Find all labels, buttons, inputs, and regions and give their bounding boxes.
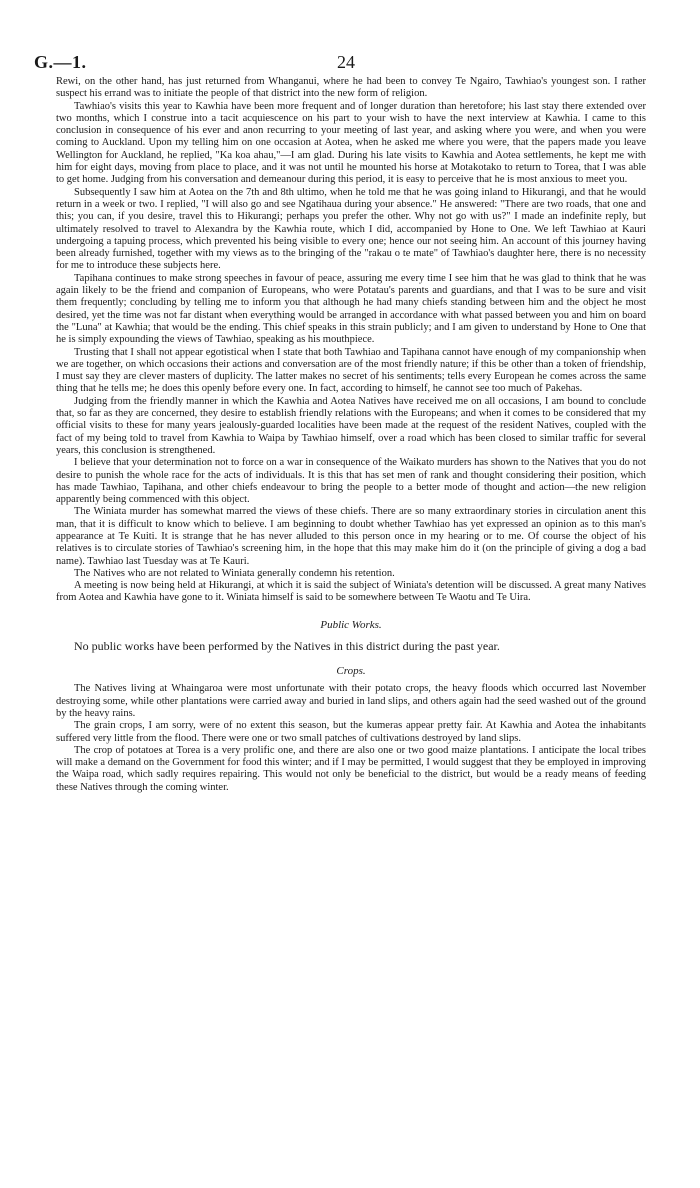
crops-paragraph: The Natives living at Whaingaroa were most unfortunate with their potato crops, the heavy floods which occurred last November destroying some, while other plantations were carried away and buried in land slips, and others again had the seed washed out of the ground by the heavy rains. [56,683,646,719]
body-text [56,76,646,794]
paragraph: Tawhiao's visits this year to Kawhia have been more frequent and of longer duration than heretofore; his last stay there extended over two months, which I construe into a tacit acquiescence on his part to your wish to have the next interview at Kawhia. I came to this conclusion in consequence of his ever and anon recurring to your meeting of last year, and asking where you were, and when you were coming to Auckland. Upon my telling him on one occasion at Aotea, when he asked me where you were, that the papers made you leave Wellington for Auckland, he replied, "Ka koa ahau,"—I am glad. During his late visits to Kawhia and Aotea settlements, he kept me with him for eight days, moving from place to place, and it was not until he mounted his horse at Motakotako to return to Torea, that I was able to get home. Judging from his conversation and demeanour during this period, it is easy to perceive that he is most anxious to meet you. [56,100,646,186]
page-reference: G.—1. [34,52,87,72]
paragraph: The Winiata murder has somewhat marred the views of these chiefs. There are so many extraordinary stories in circulation anent this man, that it is difficult to know which to believe. I am beginning to doubt whether Tawhiao has yet expressed an opinion as to this man's appearance at Te Kuiti. It is strange that he has never alluded to this person once in my hearing or to me. Of course the object of his relatives is to circulate stories of Tawhiao's screening him, in the hope that this may make him do it (on the principle of giving a dog a bad name). Tawhiao last Tuesday was at Te Kauri. [56,506,646,567]
paragraph: The Natives who are not related to Winiata generally condemn his retention. [74,567,395,579]
page-number: 24 [337,52,355,72]
paragraph: I believe that your determination not to force on a war in consequence of the Waikato murders has shown to the Natives that you do not desire to punish the whole race for the acts of individuals. It is this that has set men of rank and thought considering their position, which has made Tawhiao, Tapihana, and other chiefs endeavour to bring the people to a better mode of thought and action—the new religion apparently being commenced with this object. [56,457,646,506]
section-heading-public-works: Public Works. [320,618,382,631]
paragraph: Subsequently I saw him at Aotea on the 7th and 8th ultimo, when he told me that he was going inland to Hikurangi, and that he would return in a week or two. I replied, "I will also go and see Ngatihaua during your absence." He answered: "There are two roads, that one and this; you can, if you desire, travel this to Hikurangi; perhaps you prefer the other. Why not go with us?" I made an indefinite reply, but ultimately resolved to travel to Alexandra by the Kawhia route, which I did, accompanied by Hone to One. We left Tawhiao at Kauri undergoing a tapuing process, which prevented his being visible to every one; hence our not seeing him. An account of this journey having been already furnished, together with my views as to the bringing of the "rakau o te mate" of Tawhiao's daughter here, there is no necessity for me to introduce these subjects here. [56,186,646,272]
paragraph: Judging from the friendly manner in which the Kawhia and Aotea Natives have received me on all occasions, I am bound to conclude that, so far as they are concerned, they desire to establish friendly relations with the Europeans; and when it comes to be considered that my official visits to these for many years jealously-guarded localities have been made at the request of the resident Natives, coupled with the fact of my being told to travel from Kawhia to Waipa by Tawhiao himself, over a road which has been closed to similar traffic for several years, this conclusion is strengthened. [56,395,646,456]
crops-paragraph: The grain crops, I am sorry, were of no extent this season, but the kumeras appear pretty fair. At Kawhia and Aotea the inhabitants suffered very little from the flood. There were one or two small patches of cultivations destroyed by land slips. [56,720,646,744]
public-works-text: No public works have been performed by the Natives in this district during the past year. [74,639,500,654]
paragraph: Rewi, on the other hand, has just returned from Whanganui, where he had been to convey Te Ngairo, Tawhiao's youngest son. I rather suspect his errand was to initiate the people of that district into the new form of religion. [56,76,646,100]
paragraph: Tapihana continues to make strong speeches in favour of peace, assuring me every time I see him that he was glad to think that he was again likely to be the friend and companion of Europeans, who were Potatau's parents and guardians, and that I was to be sure and visit them frequently; concluding by telling me to inform you that although he had many chiefs standing between him and the object he most desired, yet the time was not far distant when everything would be arranged in accordance with what passed between you and him on board the "Luna" at Kawhia; that would be the ending. This chief speaks in this strain publicly; and I am given to understand by Hone to One that he is simply expounding the views of Tawhiao, speaking as his mouthpiece. [56,272,646,346]
paragraph: A meeting is now being held at Hikurangi, at which it is said the subject of Winiata's detention will be discussed. A great many Natives from Aotea and Kawhia have gone to it. Winiata himself is said to be somewhere between Te Waotu and Te Uira. [56,580,646,604]
crops-paragraph: The crop of potatoes at Torea is a very prolific one, and there are also one or two good maize plantations. I anticipate the local tribes will make a demand on the Government for food this winter; and if I may be permitted, I would suggest that they be employed in improving the Waipa road, which sadly requires repairing. This would not only be beneficial to the district, but would be a ready means of feeding these Natives through the coming winter. [56,744,646,793]
paragraph: Trusting that I shall not appear egotistical when I state that both Tawhiao and Tapihana cannot have enough of my companionship when we are together, on which occasions their actions and conversation are of the most friendly nature; if this be other than a token of friendship, I must say they are clever masters of duplicity. The latter makes no secret of his sentiments; tells every European he comes across the same thing that he tells me; he does this openly before every one. In fact, according to himself, he cannot see too much of Pakehas. [56,346,646,395]
section-heading-crops: Crops. [336,665,366,678]
